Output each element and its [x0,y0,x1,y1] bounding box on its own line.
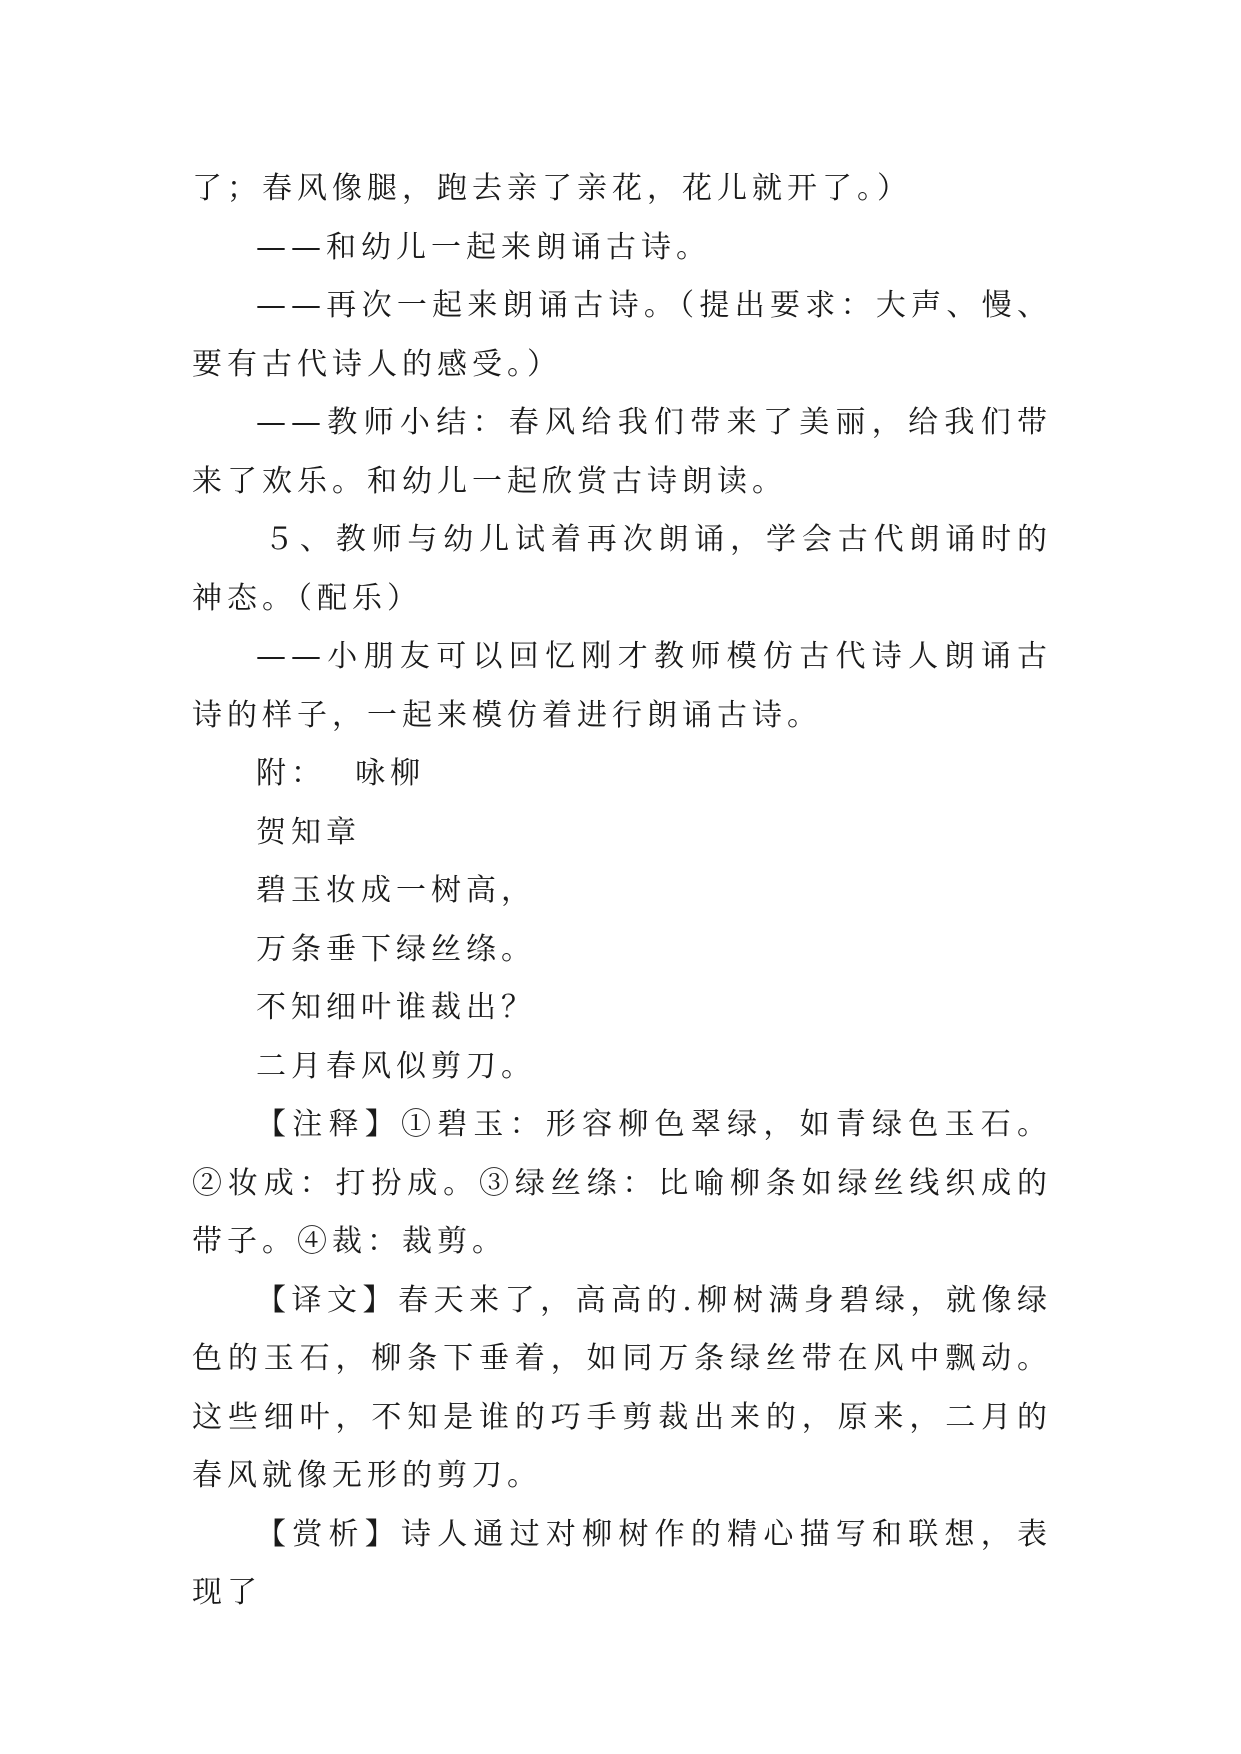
poem-author: 贺知章 [256,814,361,850]
annotation-notes: 【注释】①碧玉：形容柳色翠绿，如青绿色玉石。②妆成：打扮成。③绿丝绦：比喻柳条如绿丝线织成的带子。④裁：裁剪。 [192,1107,1052,1259]
annotation-appreciation: 【赏析】诗人通过对柳树作的精心描写和联想，表现了 [192,1516,1052,1610]
poem-line-2: 万条垂下绿丝绦。 [256,931,536,967]
poem-line-4: 二月春风似剪刀。 [256,1048,536,1084]
paragraph-recite-again: ——再次一起来朗诵古诗。（提出要求：大声、慢、要有古代诗人的感受。） [192,288,1052,382]
poem-line-1: 碧玉妆成一树高， [256,873,536,908]
paragraph-continuation: 了；春风像腿，跑去亲了亲花，花儿就开了。） [192,171,912,206]
paragraph-imitate: ——小朋友可以回忆刚才教师模仿古代诗人朗诵古诗的样子，一起来模仿着进行朗诵古诗。 [192,639,1052,733]
document-body [192,160,1052,1623]
paragraph-teacher-summary: ——教师小结：春风给我们带来了美丽，给我们带来了欢乐。和幼儿一起欣赏古诗朗读。 [192,405,1052,499]
poem-title: 附： 咏柳 [256,756,426,791]
annotation-translation: 【译文】春天来了，高高的.柳树满身碧绿，就像绿色的玉石，柳条下垂着，如同万条绿丝带在风中飘动。这些细叶，不知是谁的巧手剪裁出来的，原来，二月的春风就像无形的剪刀。 [192,1282,1052,1493]
paragraph-step-5: ５、教师与幼儿试着再次朗诵，学会古代朗诵时的神态。（配乐） [192,522,1052,616]
paragraph-recite-together: ——和幼儿一起来朗诵古诗。 [256,229,711,265]
poem-line-3: 不知细叶谁裁出？ [256,990,536,1025]
